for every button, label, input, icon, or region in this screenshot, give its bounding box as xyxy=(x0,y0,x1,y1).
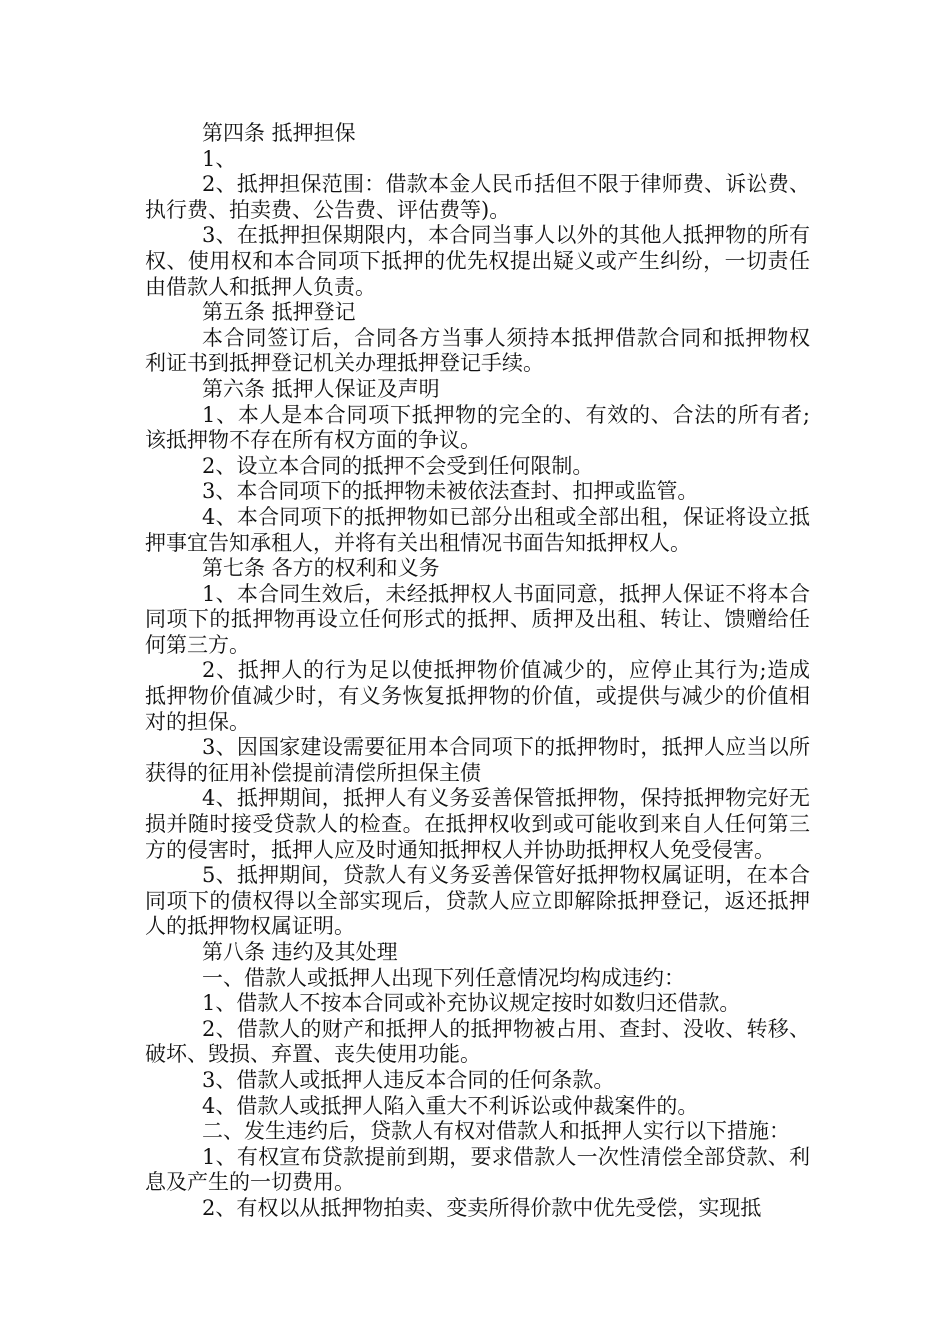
paragraph: 4、抵押期间，抵押人有义务妥善保管抵押物，保持抵押物完好无损并随时接受贷款人的检查。在抵押权收到或可能收到来自人任何第三方的侵害时，抵押人应及时通知抵押权人并协助抵押权人免受侵害。 xyxy=(145,786,810,862)
paragraph: 2、借款人的财产和抵押人的抵押物被占用、查封、没收、转移、破坏、毁损、弃置、丧失使用功能。 xyxy=(145,1016,810,1067)
paragraph: 5、抵押期间，贷款人有义务妥善保管好抵押物权属证明，在本合同项下的债权得以全部实现后，贷款人应立即解除抵押登记，返还抵押人的抵押物权属证明。 xyxy=(145,863,810,939)
paragraph: 2、设立本合同的抵押不会受到任何限制。 xyxy=(202,453,594,478)
paragraph: 1、借款人不按本合同或补充协议规定按时如数归还借款。 xyxy=(202,991,741,1016)
paragraph: 4、借款人或抵押人陷入重大不利诉讼或仲裁案件的。 xyxy=(202,1093,699,1118)
paragraph: 4、本合同项下的抵押物如已部分出租或全部出租，保证将设立抵押事宜告知承租人，并将有关出租情况书面告知抵押权人。 xyxy=(145,504,810,555)
paragraph: 1、本人是本合同项下抵押物的完全的、有效的、合法的所有者;该抵押物不存在所有权方面的争议。 xyxy=(145,402,810,453)
paragraph: 1、有权宣布贷款提前到期，要求借款人一次性清偿全部贷款、利息及产生的一切费用。 xyxy=(145,1144,810,1195)
paragraph: 2、抵押人的行为足以使抵押物价值减少的，应停止其行为;造成抵押物价值减少时，有义务恢复抵押物的价值，或提供与减少的价值相对的担保。 xyxy=(145,658,810,734)
article-heading-8: 第八条 违约及其处理 xyxy=(202,940,398,964)
paragraph: 2、抵押担保范围：借款本金人民币括但不限于律师费、诉讼费、执行费、拍卖费、公告费、评估费等)。 xyxy=(145,172,810,222)
paragraph: 二、发生违约后，贷款人有权对借款人和抵押人实行以下措施： xyxy=(202,1119,790,1144)
paragraph: 3、借款人或抵押人违反本合同的任何条款。 xyxy=(202,1067,615,1092)
article-heading-7: 第七条 各方的权利和义务 xyxy=(202,556,440,581)
paragraph: 本合同签订后，合同各方当事人须持本抵押借款合同和抵押物权利证书到抵押登记机关办理抵押登记手续。 xyxy=(145,325,810,376)
document-page xyxy=(145,121,810,1222)
paragraph: 3、本合同项下的抵押物未被依法查封、扣押或监管。 xyxy=(202,479,699,504)
paragraph: 3、在抵押担保期限内，本合同当事人以外的其他人抵押物的所有权、使用权和本合同项下抵押的优先权提出疑义或产生纠纷，一切责任由借款人和抵押人负责。 xyxy=(145,223,810,299)
article-heading-6: 第六条 抵押人保证及声明 xyxy=(202,376,440,401)
article-heading-5: 第五条 抵押登记 xyxy=(202,300,356,325)
paragraph: 3、因国家建设需要征用本合同项下的抵押物时，抵押人应当以所获得的征用补偿提前清偿所担保主债 xyxy=(145,735,810,785)
paragraph: 一、借款人或抵押人出现下列任意情况均构成违约： xyxy=(202,965,685,990)
paragraph: 1、本合同生效后，未经抵押权人书面同意，抵押人保证不将本合同项下的抵押物再设立任何形式的抵押、质押及出租、转让、馈赠给任何第三方。 xyxy=(145,581,810,657)
paragraph: 2、有权以从抵押物拍卖、变卖所得价款中优先受偿，实现抵 xyxy=(202,1195,762,1220)
paragraph: 1、 xyxy=(202,146,237,171)
article-heading-4: 第四条 抵押担保 xyxy=(202,121,356,145)
